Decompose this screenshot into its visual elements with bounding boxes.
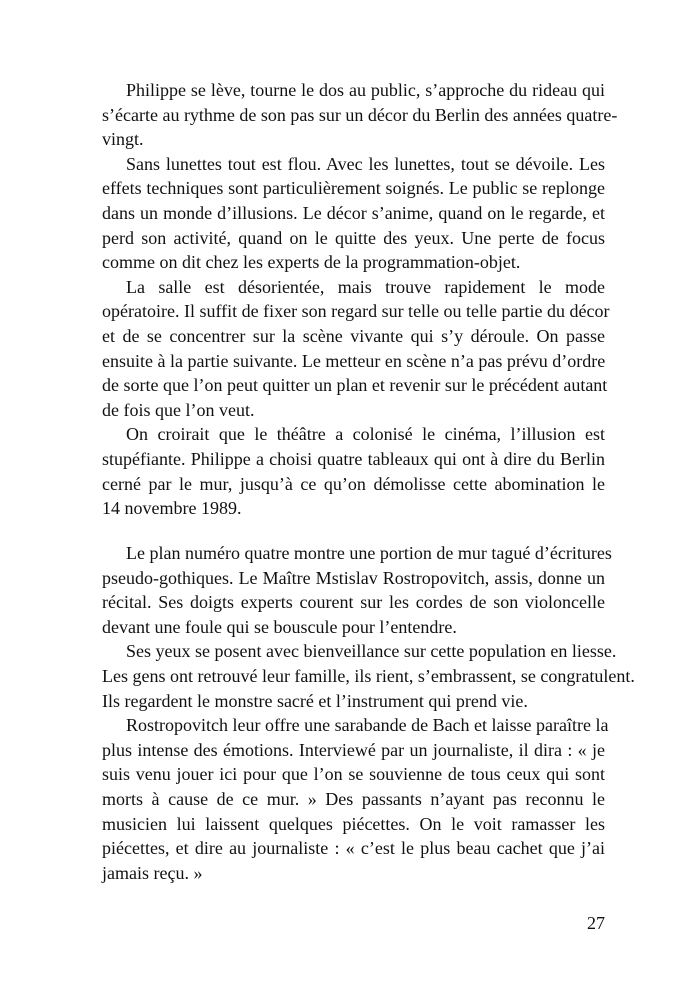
text-line: de fois que l’on veut. <box>102 399 255 420</box>
text-line: perd son activité, quand on le quitte des yeux. Une perte de focus <box>102 227 605 248</box>
text-line: devant une foule qui se bouscule pour l’entendre. <box>102 616 457 637</box>
paragraph <box>102 78 618 152</box>
text-line: s’écarte au rythme de son pas sur un décor du Berlin des années quatre- <box>102 104 618 125</box>
text-line: Sans lunettes tout est flou. Avec les lunettes, tout se dévoile. Les <box>126 153 605 174</box>
text-line: Philippe se lève, tourne le dos au public, s’approche du rideau qui <box>126 80 605 100</box>
text-line: pseudo-gothiques. Le Maître Mstislav Rostropovitch, assis, donne un <box>102 567 605 588</box>
text-line: Le plan numéro quatre montre une portion de mur tagué d’écritures <box>126 543 612 563</box>
paragraph <box>102 422 605 520</box>
text-line: 14 novembre 1989. <box>102 498 242 519</box>
paragraph <box>102 152 605 275</box>
text-line: plus intense des émotions. Interviewé par un journaliste, il dira : « je <box>102 739 605 760</box>
text-line: effets techniques sont particulièrement soignés. Le public se replonge <box>102 178 605 199</box>
text-line: comme on dit chez les experts de la programmation-objet. <box>102 252 521 273</box>
text-line: Les gens ont retrouvé leur famille, ils rient, s’embrassent, se congratulent. <box>102 665 635 686</box>
text-line: On croirait que le théâtre a colonisé le cinéma, l’illusion est <box>126 424 605 445</box>
text-line: Ils regardent le monstre sacré et l’instrument qui prend vie. <box>102 690 528 711</box>
paragraph <box>102 713 609 885</box>
text-line: La salle est désorientée, mais trouve rapidement le mode <box>126 276 605 297</box>
text-line: Ses yeux se posent avec bienveillance sur cette population en liesse. <box>126 641 617 662</box>
text-line: de sorte que l’on peut quitter un plan et revenir sur le précédent autant <box>102 375 608 396</box>
text-section-2 <box>102 541 635 885</box>
text-section-1 <box>102 78 618 521</box>
text-line: Rostropovitch leur offre une sarabande de Bach et laisse paraître la <box>126 715 609 736</box>
text-line: suis venu jouer ici pour que l’on se souvienne de tous ceux qui sont <box>102 764 605 785</box>
text-line: et de se concentrer sur la scène vivante qui s’y déroule. On passe <box>102 325 605 346</box>
text-line: jamais reçu. » <box>102 862 203 883</box>
text-line: musicien lui laissent quelques piécettes. On le voit ramasser les <box>102 813 605 834</box>
text-line: morts à cause de ce mur. » Des passants n’ayant pas reconnu le <box>102 788 605 809</box>
paragraph <box>102 541 612 639</box>
text-line: vingt. <box>102 129 144 150</box>
paragraph <box>102 639 635 713</box>
text-line: récital. Ses doigts experts courent sur les cordes de son violoncelle <box>102 592 605 613</box>
text-line: stupéfiante. Philippe a choisi quatre tableaux qui ont à dire du Berlin <box>102 448 605 469</box>
text-line: cerné par le mur, jusqu’à ce qu’on démolisse cette abomination le <box>102 473 605 494</box>
page-number: 27 <box>587 913 605 933</box>
text-line: dans un monde d’illusions. Le décor s’anime, quand on le regarde, et <box>102 202 605 223</box>
text-line: opératoire. Il suffit de fixer son regard sur telle ou telle partie du décor <box>102 301 610 322</box>
text-line: piécettes, et dire au journaliste : « c’est le plus beau cachet que j’ai <box>102 838 605 859</box>
paragraph <box>102 275 610 423</box>
text-line: ensuite à la partie suivante. Le metteur en scène n’a pas prévu d’ordre <box>102 350 606 371</box>
